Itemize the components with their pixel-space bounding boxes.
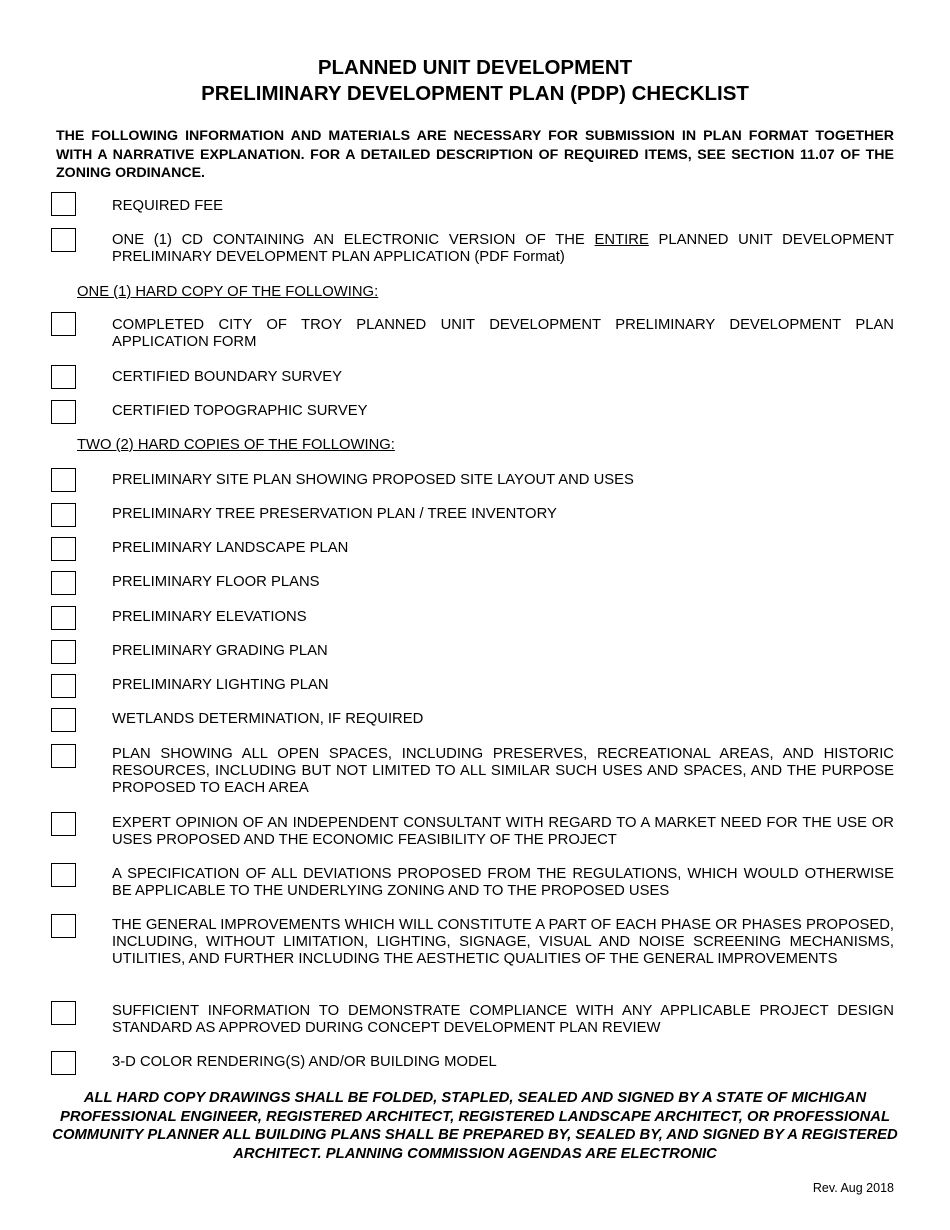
checkbox-color-rendering[interactable] <box>51 1051 76 1075</box>
item-elevations: PRELIMINARY ELEVATIONS <box>112 609 307 625</box>
item-floor-plans: PRELIMINARY FLOOR PLANS <box>112 574 320 590</box>
item-cd-text-emphasis: ENTIRE <box>594 232 649 248</box>
revision-date: Rev. Aug 2018 <box>812 1181 894 1195</box>
item-lighting-plan: PRELIMINARY LIGHTING PLAN <box>112 677 329 693</box>
item-landscape-plan: PRELIMINARY LANDSCAPE PLAN <box>112 540 349 556</box>
item-grading-plan: PRELIMINARY GRADING PLAN <box>112 643 328 659</box>
checkbox-required-fee[interactable] <box>51 192 76 216</box>
item-wetlands: WETLANDS DETERMINATION, IF REQUIRED <box>112 711 424 727</box>
checkbox-floor-plans[interactable] <box>51 571 76 595</box>
item-cd <box>112 232 894 266</box>
item-cd-text-after: PLANNED UNIT DEVELOPMENT PRELIMINARY DEVELOPMENT PLAN APPLICATION (PDF Format) <box>112 232 894 265</box>
section-heading-two-hard-copies: TWO (2) HARD COPIES OF THE FOLLOWING: <box>77 437 395 453</box>
item-open-spaces: PLAN SHOWING ALL OPEN SPACES, INCLUDING PRESERVES, RECREATIONAL AREAS, AND HISTORIC RESOURCES, INCLUDING BUT NOT LIMITED TO ALL SIMILAR SUCH USES AND SPACES, AND THE PURPOSE PROPOSED TO EACH AREA <box>112 746 894 796</box>
checkbox-grading-plan[interactable] <box>51 640 76 664</box>
checkbox-landscape-plan[interactable] <box>51 537 76 561</box>
checkbox-cd[interactable] <box>51 228 76 252</box>
checkbox-site-plan[interactable] <box>51 468 76 492</box>
item-topographic-survey: CERTIFIED TOPOGRAPHIC SURVEY <box>112 403 368 419</box>
checkbox-topographic-survey[interactable] <box>51 400 76 424</box>
checkbox-expert-opinion[interactable] <box>51 812 76 836</box>
item-required-fee: REQUIRED FEE <box>112 198 223 214</box>
item-boundary-survey: CERTIFIED BOUNDARY SURVEY <box>112 369 342 385</box>
item-deviations: A SPECIFICATION OF ALL DEVIATIONS PROPOSED FROM THE REGULATIONS, WHICH WOULD OTHERWISE BE APPLICABLE TO THE UNDERLYING ZONING AND TO THE PROPOSED USES <box>112 866 894 899</box>
checkbox-wetlands[interactable] <box>51 708 76 732</box>
item-application-form: COMPLETED CITY OF TROY PLANNED UNIT DEVELOPMENT PRELIMINARY DEVELOPMENT PLAN APPLICATION FORM <box>112 317 894 350</box>
checkbox-open-spaces[interactable] <box>51 744 76 768</box>
checkbox-design-compliance[interactable] <box>51 1001 76 1025</box>
item-design-compliance: SUFFICIENT INFORMATION TO DEMONSTRATE COMPLIANCE WITH ANY APPLICABLE PROJECT DESIGN STANDARD AS APPROVED DURING CONCEPT DEVELOPMENT PLAN REVIEW <box>112 1003 894 1036</box>
checkbox-elevations[interactable] <box>51 606 76 630</box>
footer-notice: ALL HARD COPY DRAWINGS SHALL BE FOLDED, STAPLED, SEALED AND SIGNED BY A STATE OF MICHIGAN PROFESSIONAL ENGINEER, REGISTERED ARCHITECT, REGISTERED LANDSCAPE ARCHITECT, OR PROFESSIONAL COMMUNITY PLANNER ALL BUILDING PLANS SHALL BE PREPARED BY, SEALED BY, AND SIGNED BY A REGISTERED ARCHITECT. PLANNING COMMISSION AGENDAS ARE ELECTRONIC <box>52 1090 898 1162</box>
item-site-plan: PRELIMINARY SITE PLAN SHOWING PROPOSED SITE LAYOUT AND USES <box>112 472 634 488</box>
checkbox-lighting-plan[interactable] <box>51 674 76 698</box>
checkbox-boundary-survey[interactable] <box>51 365 76 389</box>
intro-paragraph: THE FOLLOWING INFORMATION AND MATERIALS ARE NECESSARY FOR SUBMISSION IN PLAN FORMAT TOGETHER WITH A NARRATIVE EXPLANATION. FOR A DETAILED DESCRIPTION OF REQUIRED ITEMS, SEE SECTION 11.07 OF THE ZONING ORDINANCE. <box>56 128 894 181</box>
item-cd-text-before: ONE (1) CD CONTAINING AN ELECTRONIC VERSION OF THE <box>112 232 595 248</box>
item-tree-preservation: PRELIMINARY TREE PRESERVATION PLAN / TREE INVENTORY <box>112 506 557 522</box>
item-color-rendering: 3-D COLOR RENDERING(S) AND/OR BUILDING MODEL <box>112 1054 497 1070</box>
page-title-line-2: PRELIMINARY DEVELOPMENT PLAN (PDP) CHECKLIST <box>201 82 749 105</box>
item-general-improvements: THE GENERAL IMPROVEMENTS WHICH WILL CONSTITUTE A PART OF EACH PHASE OR PHASES PROPOSED, INCLUDING, WITHOUT LIMITATION, LIGHTING, SIGNAGE, VISUAL AND NOISE SCREENING MECHANISMS, UTILITIES, AND FURTHER INCLUDING THE AESTHETIC QUALITIES OF THE GENERAL IMPROVEMENTS <box>112 917 894 967</box>
checkbox-general-improvements[interactable] <box>51 914 76 938</box>
item-expert-opinion: EXPERT OPINION OF AN INDEPENDENT CONSULTANT WITH REGARD TO A MARKET NEED FOR THE USE OR USES PROPOSED AND THE ECONOMIC FEASIBILITY OF THE PROJECT <box>112 815 894 848</box>
checkbox-tree-preservation[interactable] <box>51 503 76 527</box>
section-heading-one-hard-copy: ONE (1) HARD COPY OF THE FOLLOWING: <box>77 284 379 300</box>
checkbox-deviations[interactable] <box>51 863 76 887</box>
page-title-line-1: PLANNED UNIT DEVELOPMENT <box>317 56 633 79</box>
checkbox-application-form[interactable] <box>51 312 76 336</box>
